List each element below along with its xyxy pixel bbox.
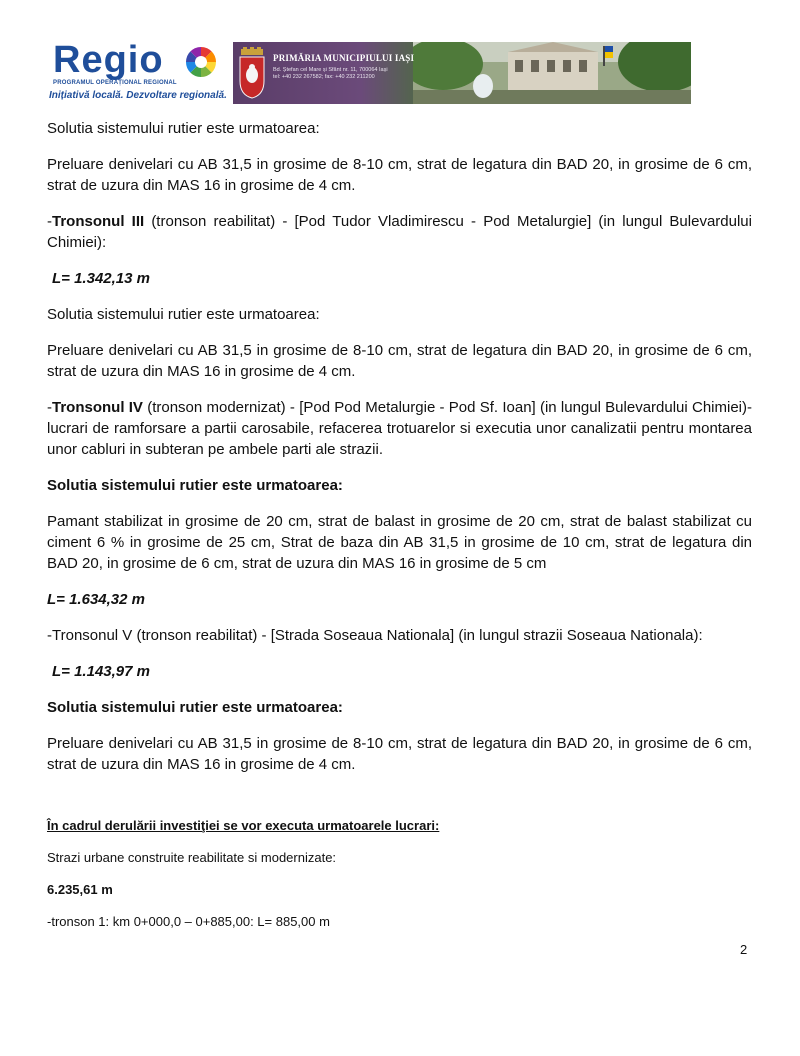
page-number: 2: [740, 942, 748, 957]
banner-address-line: Bd. Ștefan cel Mare și Sfânt nr. 11, 700064 Iași: [273, 67, 388, 73]
regio-color-wheel-icon: [185, 46, 217, 78]
banner-address-line: tel: +40 232 267582; fax: +40 232 211200: [273, 74, 375, 80]
paragraph: Preluare denivelari cu AB 31,5 in grosime de 8-10 cm, strat de legatura din BAD 20, in grosime de 6 cm, strat de uzura din MAS 16 in grosime de 4 cm.: [47, 735, 752, 773]
tronson-3-label: Tronsonul III: [52, 213, 145, 230]
total-length: 6.235,61 m: [47, 882, 113, 897]
regio-logo: [47, 40, 225, 106]
page-header: [47, 40, 692, 106]
tronson-3-description: (tronson reabilitat) - [Pod Tudor Vladimirescu - Pod Metalurgie] (in lungul Bulevardului Chimiei):: [47, 213, 752, 251]
document-body: [47, 118, 752, 945]
tronson-3-paragraph: [47, 211, 752, 253]
tronson-1-item: -tronson 1: km 0+000,0 – 0+885,00: L= 885,00 m: [47, 914, 330, 929]
tronson-5-paragraph: -Tronsonul V (tronson reabilitat) - [Strada Soseaua Nationala] (in lungul strazii Soseaua Nationala):: [47, 627, 703, 644]
primaria-banner: [233, 42, 691, 104]
banner-title: PRIMĂRIA MUNICIPIULUI IAȘI: [273, 53, 415, 63]
paragraph: Pamant stabilizat in grosime de 20 cm, strat de balast in grosime de 20 cm, strat de balast stabilizat cu ciment 6 % in grosime de 25 cm, Strat de baza din AB 31,5 in grosime de 10 cm, strat de legatura din BAD 20, in grosime de 6 cm, strat de uzura din MAS 16 in grosime de 5 cm: [47, 513, 752, 572]
dash: -: [47, 399, 52, 416]
city-hall-photo-icon: [413, 42, 691, 104]
paragraph: Solutia sistemului rutier este urmatoarea:: [47, 120, 320, 137]
tronson-3-length: L= 1.342,13 m: [52, 270, 150, 287]
works-heading: În cadrul derulării investiţiei se vor executa urmatoarele lucrari:: [47, 818, 440, 833]
regio-tagline: Inițiativă locală. Dezvoltare regională.: [49, 90, 227, 101]
tronson-4-description: (tronson modernizat) - [Pod Pod Metalurgie - Pod Sf. Ioan] (in lungul Bulevardului Chimiei)- lucrari de ramforsare a partii carosabile, refacerea trotuarelor si executia unor canalizatii pentru montarea unor cabluri in subteran pe ambele parti ale strazii.: [47, 399, 752, 458]
section-heading: Solutia sistemului rutier este urmatoarea:: [47, 477, 343, 494]
iasi-coat-of-arms-icon: [239, 47, 265, 99]
paragraph: Preluare denivelari cu AB 31,5 in grosime de 8-10 cm, strat de legatura din BAD 20, in grosime de 6 cm, strat de uzura din MAS 16 in grosime de 4 cm.: [47, 156, 752, 194]
paragraph: Preluare denivelari cu AB 31,5 in grosime de 8-10 cm, strat de legatura din BAD 20, in grosime de 6 cm, strat de uzura din MAS 16 in grosime de 4 cm.: [47, 342, 752, 380]
tronson-5-length: L= 1.143,97 m: [52, 663, 150, 680]
regio-logo-word: Regio: [53, 39, 164, 81]
dash: -: [47, 213, 52, 230]
regio-subtitle: PROGRAMUL OPERAȚIONAL REGIONAL: [53, 80, 177, 86]
tronson-4-length: L= 1.634,32 m: [47, 591, 145, 608]
banner-address: [273, 67, 388, 81]
paragraph: Solutia sistemului rutier este urmatoarea:: [47, 306, 320, 323]
tronson-4-label: Tronsonul IV: [52, 399, 143, 416]
tronson-4-paragraph: [47, 397, 752, 460]
paragraph: Strazi urbane construite reabilitate si modernizate:: [47, 850, 337, 865]
section-heading: Solutia sistemului rutier este urmatoarea:: [47, 699, 343, 716]
